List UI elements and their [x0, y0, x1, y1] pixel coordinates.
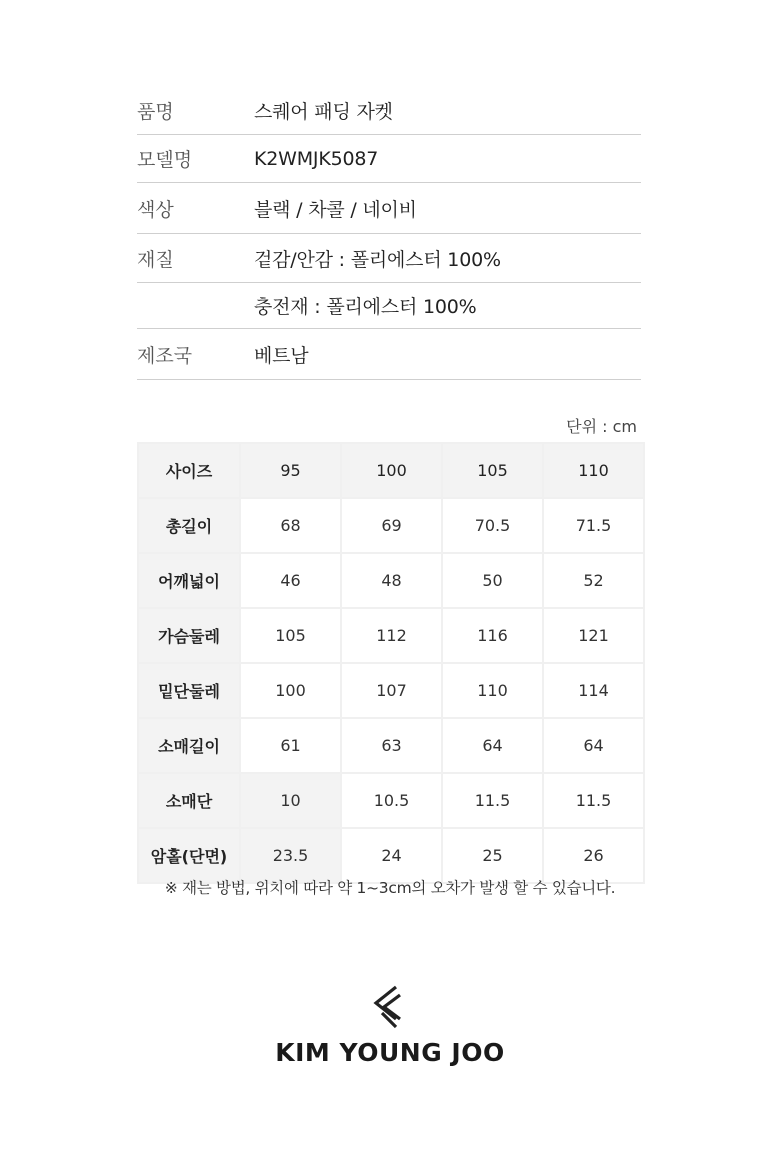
table-cell: 23.5	[240, 828, 341, 883]
table-row	[138, 498, 644, 553]
info-label: 품명	[137, 100, 174, 123]
header-cell: 100	[341, 443, 442, 498]
row-label: 암홀(단면)	[138, 828, 240, 883]
row-label: 어깨넓이	[138, 553, 240, 608]
table-row	[138, 773, 644, 828]
info-value: 충전재 : 폴리에스터 100%	[254, 296, 477, 318]
table-cell: 10	[240, 773, 341, 828]
info-row-model	[137, 135, 641, 183]
info-value: 베트남	[254, 344, 309, 367]
info-label: 제조국	[137, 344, 193, 367]
row-label: 밑단둘레	[138, 663, 240, 718]
table-cell: 121	[543, 608, 644, 663]
info-row-filling	[137, 283, 641, 329]
table-cell: 112	[341, 608, 442, 663]
chevron-logo-icon	[370, 985, 410, 1029]
info-row-name	[137, 86, 641, 135]
info-row-material	[137, 234, 641, 283]
table-cell: 105	[240, 608, 341, 663]
unit-label: 단위 : cm	[566, 417, 637, 436]
info-value: 스퀘어 패딩 자켓	[254, 100, 393, 123]
table-header-row	[138, 443, 644, 498]
size-table	[137, 442, 645, 884]
table-row	[138, 608, 644, 663]
table-cell: 24	[341, 828, 442, 883]
table-row	[138, 718, 644, 773]
info-label: 재질	[137, 248, 174, 271]
table-row	[138, 553, 644, 608]
table-cell: 48	[341, 553, 442, 608]
info-value: 겉감/안감 : 폴리에스터 100%	[254, 248, 501, 271]
table-cell: 70.5	[442, 498, 543, 553]
table-cell: 63	[341, 718, 442, 773]
product-info	[137, 86, 641, 380]
header-cell: 95	[240, 443, 341, 498]
measurement-note: ※ 재는 방법, 위치에 따라 약 1~3cm의 오차가 발생 할 수 있습니다.	[164, 879, 616, 897]
table-cell: 100	[240, 663, 341, 718]
table-cell: 11.5	[442, 773, 543, 828]
table-row	[138, 663, 644, 718]
header-cell: 110	[543, 443, 644, 498]
table-cell: 68	[240, 498, 341, 553]
info-label: 색상	[137, 198, 174, 221]
table-cell: 50	[442, 553, 543, 608]
table-cell: 107	[341, 663, 442, 718]
table-cell: 64	[442, 718, 543, 773]
row-label: 가슴둘레	[138, 608, 240, 663]
table-cell: 26	[543, 828, 644, 883]
table-cell: 25	[442, 828, 543, 883]
table-cell: 71.5	[543, 498, 644, 553]
brand-name: KIM YOUNG JOO	[275, 1038, 505, 1067]
table-row	[138, 828, 644, 883]
table-cell: 114	[543, 663, 644, 718]
info-row-origin	[137, 329, 641, 380]
table-cell: 64	[543, 718, 644, 773]
header-cell: 사이즈	[138, 443, 240, 498]
info-row-color	[137, 183, 641, 234]
row-label: 소매길이	[138, 718, 240, 773]
table-cell: 46	[240, 553, 341, 608]
table-cell: 10.5	[341, 773, 442, 828]
info-value: K2WMJK5087	[254, 147, 379, 170]
row-label: 총길이	[138, 498, 240, 553]
table-cell: 11.5	[543, 773, 644, 828]
row-label: 소매단	[138, 773, 240, 828]
header-cell: 105	[442, 443, 543, 498]
table-cell: 116	[442, 608, 543, 663]
info-value: 블랙 / 차콜 / 네이비	[254, 198, 417, 221]
brand-logo	[0, 985, 780, 1067]
table-cell: 110	[442, 663, 543, 718]
info-label: 모델명	[137, 149, 193, 171]
table-cell: 61	[240, 718, 341, 773]
table-cell: 69	[341, 498, 442, 553]
table-cell: 52	[543, 553, 644, 608]
